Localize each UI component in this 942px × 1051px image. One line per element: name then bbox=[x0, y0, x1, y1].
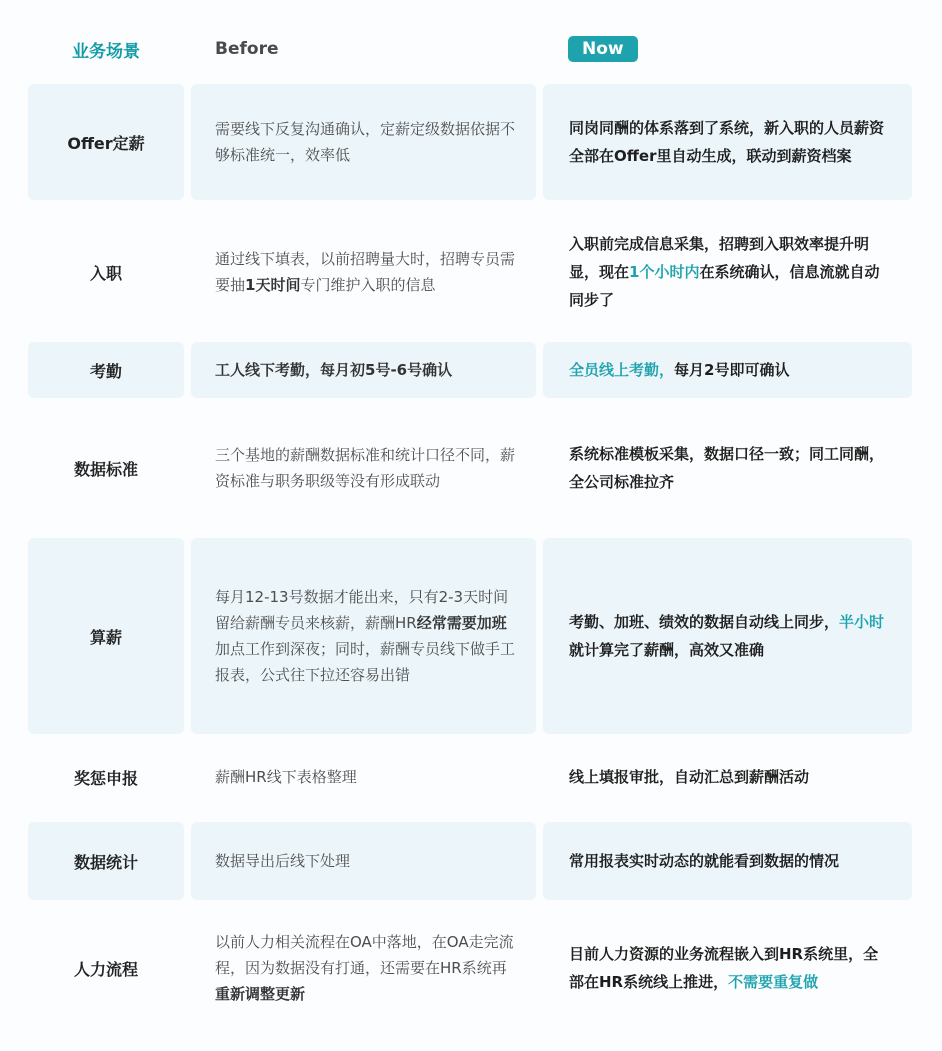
now-cell: 系统标准模板采集，数据口径一致；同工同酬，全公司标准拉齐 bbox=[569, 445, 885, 491]
before-text: 专门维护入职的信息 bbox=[300, 276, 436, 294]
scene-cell: 算薪 bbox=[28, 538, 184, 734]
scene-cell: 奖惩申报 bbox=[73, 768, 138, 788]
before-cell: 三个基地的薪酬数据标准和统计口径不同，薪资标准与职务职级等没有形成联动 bbox=[215, 446, 516, 490]
before-emphasis: 重新调整更新 bbox=[215, 985, 306, 1003]
before-cell: 需要线下反复沟通确认，定薪定级数据依据不够标准统一，效率低 bbox=[191, 84, 536, 200]
before-text: 通过线下填表，以前招聘量大时，招聘专员需要抽 bbox=[215, 250, 516, 294]
now-text: 就计算完了薪酬，高效又准确 bbox=[569, 641, 765, 659]
table-row bbox=[28, 538, 912, 734]
now-badge: Now bbox=[568, 36, 638, 62]
now-highlight: 不需要重复做 bbox=[728, 973, 819, 991]
now-highlight: 半小时 bbox=[839, 613, 885, 631]
before-cell bbox=[191, 538, 536, 734]
before-text: 以前人力相关流程在OA中落地，在OA走完流程，因为数据没有打通，还需要在HR系统再 bbox=[215, 933, 514, 977]
now-highlight: 全员线上考勤， bbox=[569, 361, 675, 379]
now-text: 目前人力资源的业务流程嵌入到HR系统里，全部在HR系统线上推进， bbox=[569, 945, 879, 991]
header-now bbox=[568, 26, 638, 72]
table-row bbox=[28, 84, 912, 200]
now-cell: 常用报表实时动态的就能看到数据的情况 bbox=[543, 822, 912, 900]
now-cell bbox=[543, 538, 912, 734]
before-cell bbox=[191, 908, 536, 1028]
now-text: 入职前完成信息采集，招聘到入职效率提升明显，现在 bbox=[569, 235, 870, 281]
before-text: 每月12-13号数据才能出来，只有2-3天时间留给薪酬专员来核薪，薪酬HR bbox=[215, 588, 509, 632]
now-text: 每月2号即可确认 bbox=[674, 361, 790, 379]
table-row bbox=[28, 342, 912, 398]
now-cell bbox=[543, 342, 912, 398]
before-text: 加点工作到深夜；同时，薪酬专员线下做手工报表，公式往下拉还容易出错 bbox=[215, 640, 516, 684]
table-row bbox=[28, 404, 912, 532]
header-scene: 业务场景 bbox=[72, 41, 140, 62]
before-cell: 工人线下考勤，每月初5号-6号确认 bbox=[191, 342, 536, 398]
before-cell bbox=[191, 208, 536, 336]
before-emphasis: 经常需要加班 bbox=[416, 614, 507, 632]
table-row bbox=[28, 742, 912, 812]
table-row bbox=[28, 908, 912, 1028]
now-text: 在系统确认，信息流就自动同步了 bbox=[569, 263, 880, 309]
now-highlight: 1个小时内 bbox=[629, 263, 700, 281]
now-cell: 同岗同酬的体系落到了系统，新入职的人员薪资全部在Offer里自动生成，联动到薪资档案 bbox=[543, 84, 912, 200]
now-cell bbox=[543, 908, 912, 1028]
table-row bbox=[28, 822, 912, 900]
scene-cell: 人力流程 bbox=[73, 959, 138, 979]
before-emphasis: 1天时间 bbox=[245, 276, 301, 294]
table-row bbox=[28, 208, 912, 336]
before-cell: 薪酬HR线下表格整理 bbox=[215, 768, 357, 786]
scene-cell: 考勤 bbox=[28, 342, 184, 398]
now-text: 考勤、加班、绩效的数据自动线上同步， bbox=[569, 613, 840, 631]
scene-cell: 数据标准 bbox=[73, 459, 138, 479]
scene-cell: Offer定薪 bbox=[28, 84, 184, 200]
header-before: Before bbox=[215, 39, 279, 59]
now-cell bbox=[543, 208, 912, 336]
now-cell: 线上填报审批，自动汇总到薪酬活动 bbox=[569, 768, 810, 786]
scene-cell: 入职 bbox=[89, 263, 122, 283]
scene-cell: 数据统计 bbox=[28, 822, 184, 900]
before-cell: 数据导出后线下处理 bbox=[191, 822, 536, 900]
